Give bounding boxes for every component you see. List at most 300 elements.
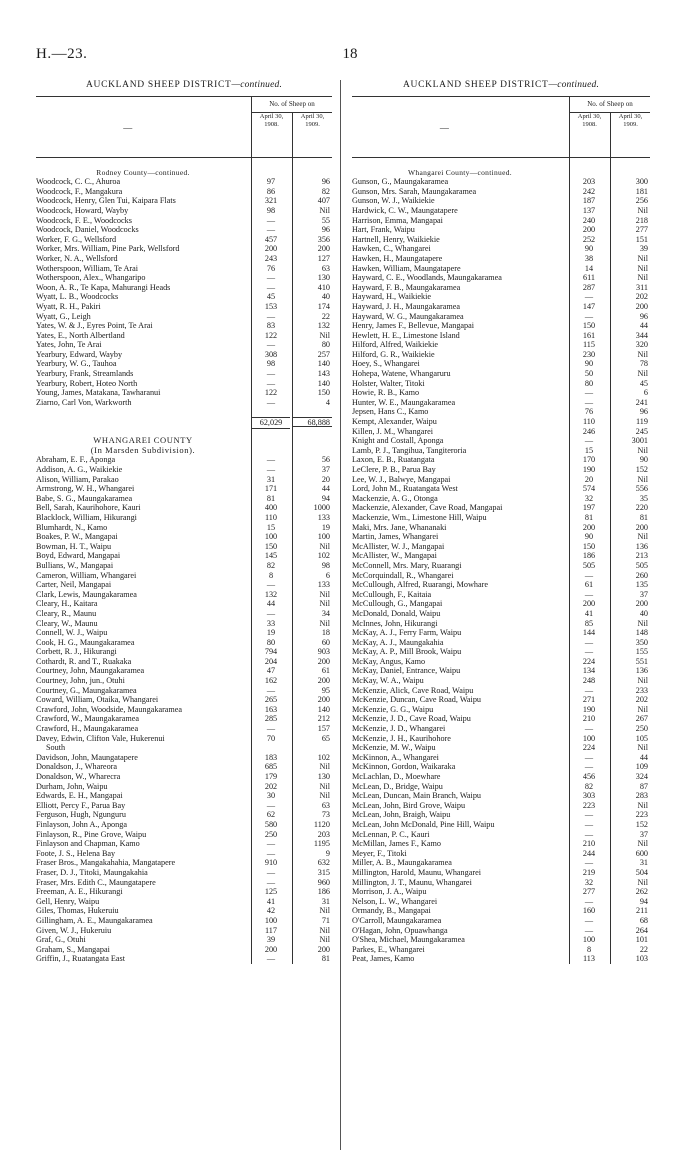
sheep-1909: 1000 [292,503,332,513]
sheep-1908: 308 [251,350,290,360]
table-row [36,350,332,360]
owner-name: Yearbury, W. G., Tauhoa [36,359,117,369]
table-row [36,676,332,686]
header-col-1909: April 30, 1909. [610,113,650,157]
sheep-1909: 63 [292,264,332,274]
owner-name: Griffin, J., Ruatangata East [36,954,125,964]
sheep-1909: Nil [292,935,332,945]
sheep-1909: Nil [610,743,650,753]
sheep-1909: 6 [610,388,650,398]
sheep-1909: 277 [610,225,650,235]
sheep-1908: — [569,388,608,398]
owner-name: Cleary, W., Maunu [36,618,98,628]
sheep-1908: — [569,810,608,820]
sheep-1908: 47 [251,666,290,676]
sheep-1908: 45 [251,292,290,302]
table-row [36,542,332,552]
sheep-1909: 260 [610,571,650,581]
table-row [352,264,650,274]
sheep-1909: 148 [610,628,650,638]
sheep-1909: 556 [610,484,650,494]
table-row [36,513,332,523]
owner-name: Finlayson and Chapman, Kamo [36,839,140,849]
owner-name: Killen, J. M., Whangarei [352,426,434,436]
table-row [36,523,332,533]
owner-name: McLean, Duncan, Main Branch, Waipu [352,791,482,801]
table-row [36,762,332,772]
sheep-1909: 4 [292,398,332,408]
table-row [36,398,332,408]
sheep-1908: 250 [251,830,290,840]
sheep-1909: 60 [292,638,332,648]
sheep-1909: 31 [610,858,650,868]
sheep-1909: Nil [292,926,332,936]
sheep-1908: 321 [251,196,290,206]
sheep-1908: — [569,638,608,648]
table-row [352,244,650,254]
sheep-1909: 81 [292,954,332,964]
table-row [352,177,650,187]
sheep-1908: — [569,830,608,840]
owner-name: Donaldson, W., Wharecra [36,772,121,781]
table-row [36,283,332,293]
sheep-1908: 161 [569,331,608,341]
table-row [352,695,650,705]
table-row [352,523,650,533]
sheep-1908: 685 [251,762,290,772]
sheep-1908: — [251,609,290,619]
sheep-1908: 85 [569,619,608,629]
sheep-1909: 1120 [292,820,332,830]
sheep-1909: 94 [610,897,650,907]
table-row [36,945,332,955]
sheep-1909: 344 [610,331,650,341]
table-row [352,359,650,369]
sheep-1908: 171 [251,484,290,494]
owner-name: Elliott, Percy F., Parua Bay [36,800,126,810]
sheep-1908: 117 [251,926,290,936]
sheep-1908: 457 [251,235,290,245]
sheep-1908: 160 [569,906,608,916]
right-table-header [352,96,650,158]
sheep-1909: Nil [610,801,650,811]
table-row [36,753,332,763]
sheep-1909: 505 [610,561,650,571]
sheep-1909: 960 [292,878,332,888]
owner-name: Addison, A. G., Waikiekie [36,465,123,474]
table-row [352,398,650,408]
table-row [36,849,332,859]
sheep-1909: Nil [292,906,332,916]
sheep-1909: Nil [292,331,332,341]
sheep-1909: 213 [610,551,650,561]
sheep-1908: 224 [569,743,608,753]
sheep-1908: — [569,436,608,446]
sheep-1909: 96 [292,177,332,187]
owner-name: Crawford, John, Woodside, Maungakaramea [36,704,183,714]
table-row [352,542,650,552]
table-row [352,427,650,437]
sheep-1908: 98 [251,359,290,369]
sheep-1909: 504 [610,868,650,878]
sheep-1909: 119 [610,417,650,427]
owner-name: O'Hagan, John, Opuawhanga [352,925,448,935]
sheep-1909: 220 [610,503,650,513]
owner-name: Woodcock, Daniel, Woodcocks [36,225,139,235]
table-row [352,369,650,379]
table-row [36,858,332,868]
header-blank: — [123,123,133,133]
owner-name: McKay, Daniel, Entrance, Waipu [352,666,461,676]
table-row [36,628,332,638]
sheep-1908: 242 [569,187,608,197]
owner-name: Fraser, Mrs. Edith C., Maungatapere [36,877,156,887]
owner-name: Cameron, William, Whangarei [36,570,137,580]
sheep-1908: 186 [569,551,608,561]
owner-name: Hayward, W. G., Maungakaramea [352,311,464,321]
owner-name: Bell, Sarah, Kaurihohore, Kauri [36,503,141,513]
sheep-1909: 37 [292,465,332,475]
sheep-1909: 40 [610,609,650,619]
sheep-1908: 39 [251,935,290,945]
sheep-1909: 152 [610,820,650,830]
sheep-1908: 61 [569,580,608,590]
owner-name: Fraser Bros., Mangakahahia, Mangatapere [36,858,176,868]
sheep-1908: 271 [569,695,608,705]
table-row [352,628,650,638]
left-rows [36,158,332,964]
table-row [352,475,650,485]
sheep-1909: 140 [292,379,332,389]
sheep-1908: 203 [569,177,608,187]
table-row [352,753,650,763]
sheep-1909: 6 [292,571,332,581]
table-row [352,388,650,398]
sheep-1908: 224 [569,657,608,667]
sheep-1909: 101 [610,935,650,945]
sheep-1908: 42 [251,906,290,916]
sheep-1908: 147 [569,302,608,312]
sheep-1909: 600 [610,849,650,859]
total-1909: 68,888 [292,417,332,427]
owner-name: Crawford, W., Maungakaramea [36,714,139,724]
owner-name: Martin, James, Whangarei [352,532,439,542]
table-row [36,302,332,312]
sheep-1908: 41 [251,897,290,907]
sheep-1909: 174 [292,302,332,312]
sheep-1909: 3001 [610,436,650,446]
sheep-1909: 356 [292,235,332,245]
table-row [352,868,650,878]
sheep-1909: 103 [610,954,650,964]
owner-name: McCullough, G., Mangapai [352,599,443,609]
owner-name: Morrison, J. A., Waipu [352,887,427,897]
sheep-1908: — [251,465,290,475]
sheep-1909: Nil [610,350,650,360]
table-row [36,580,332,590]
sheep-1909: 34 [292,609,332,619]
sheep-1909: 63 [292,801,332,811]
sheep-1909: Nil [292,599,332,609]
sheep-1909: 87 [610,782,650,792]
sheep-1908: — [569,398,608,408]
county-heading-text: WHANGAREI COUNTY [93,436,193,446]
table-row [352,887,650,897]
sheep-1908: — [251,878,290,888]
sheep-1908: 44 [251,599,290,609]
sheep-1909: 223 [610,810,650,820]
owner-name: Hayward, J. H., Maungakaramea [352,301,460,311]
sheep-1908: 97 [251,177,290,187]
table-row [352,801,650,811]
sheep-1909: 37 [610,590,650,600]
table-row [36,916,332,926]
table-row [36,475,332,485]
owner-name: Woodcock, F. E., Woodcocks [36,215,132,225]
table-row [36,503,332,513]
owner-name: Gillingham, A. E., Maungakaramea [36,915,153,925]
table-row [352,292,650,302]
table-row [36,369,332,379]
table-row [36,590,332,600]
owner-name: McLean, John, Braigh, Waipu [352,810,451,820]
owner-name: Gunson, G., Maungakaramea [352,177,449,187]
table-row [352,897,650,907]
sheep-1909: 44 [610,321,650,331]
sheep-1909: 22 [610,945,650,955]
sheep-1909: 135 [610,580,650,590]
owner-name: Wotherspoon, Alex., Whangaripo [36,273,146,283]
sheep-1909: 241 [610,398,650,408]
owner-name: Wyatt, G., Leigh [36,311,91,321]
table-row [36,216,332,226]
header-col-1908: April 30, 1908. [259,113,284,128]
sheep-1908: — [569,647,608,657]
sheep-1908: — [251,283,290,293]
sheep-1908: 32 [569,878,608,888]
owner-name: Finlayson, R., Pine Grove, Waipu [36,829,147,839]
table-row [352,532,650,542]
sheep-1908: 200 [569,225,608,235]
sheep-1909: 61 [292,666,332,676]
sheep-1909: 56 [292,455,332,465]
sheep-1908: 200 [251,244,290,254]
sheep-1909: 143 [292,369,332,379]
table-row [352,782,650,792]
table-row [36,244,332,254]
report-code: H.—23. [36,46,88,62]
sheep-1908: — [251,839,290,849]
sheep-1909: 200 [610,302,650,312]
sheep-1908: 170 [569,455,608,465]
sheep-1908: 8 [569,945,608,955]
sheep-1909: Nil [610,705,650,715]
owner-name: Durham, John, Waipu [36,781,108,791]
sheep-1908: 134 [569,666,608,676]
sheep-1909: 264 [610,926,650,936]
owner-name: Babe, S. G., Maungakaramea [36,493,133,503]
table-row [352,926,650,936]
owner-name: Fraser, D. J., Titoki, Maungakahia [36,867,148,877]
header-blank: — [439,123,449,133]
sheep-1908: — [251,801,290,811]
owner-name: Worker, N. A., Wellsford [36,253,118,263]
owner-name: Meyer, F., Titoki [352,848,407,858]
sheep-1909: Nil [292,791,332,801]
sheep-1908: 100 [251,532,290,542]
sheep-1908: — [569,858,608,868]
sheep-1908: 190 [569,465,608,475]
sheep-1908: — [251,340,290,350]
sheep-1909: 9 [292,849,332,859]
sheep-1908: 223 [569,801,608,811]
owner-name: Holster, Walter, Titoki [352,378,425,388]
sheep-1908: 132 [251,590,290,600]
sheep-1909: Nil [292,206,332,216]
sheep-1909: 140 [292,705,332,715]
sheep-1908: 240 [569,216,608,226]
sheep-1909: 256 [610,196,650,206]
sheep-1908: 200 [251,945,290,955]
sheep-1909: 203 [292,830,332,840]
sheep-1909: 130 [292,273,332,283]
owner-name: McKenzie, M. W., Waipu [352,743,436,753]
owner-name: Connell, W. J., Waipu [36,628,108,638]
table-row [352,206,650,216]
table-row [352,686,650,696]
owner-name: McCullough, Alfred, Ruarangi, Mowhare [352,580,488,590]
owner-name: Woon, A. R., Te Kapa, Mahurangi Heads [36,282,171,292]
owner-name: McKay, A. J., Maungakahia [352,637,444,647]
sheep-1908: 113 [569,954,608,964]
table-row [352,235,650,245]
table-row [352,561,650,571]
sheep-1909: 262 [610,887,650,897]
sheep-1909: 96 [292,225,332,235]
sheep-1909: 200 [292,695,332,705]
sheep-1908: 456 [569,772,608,782]
right-column [352,78,650,964]
owner-name: Graf, G., Otuhi [36,935,86,945]
table-row [36,177,332,187]
sheep-1909: 133 [292,580,332,590]
sheep-1908: 400 [251,503,290,513]
sheep-1909: 65 [292,734,332,744]
sheep-1909: 202 [610,695,650,705]
table-row [352,676,650,686]
table-row [352,830,650,840]
owner-name: McAllister, W. J., Mangapai [352,541,445,551]
table-row [36,455,332,465]
owner-name: Boyd, Edward, Mangapai [36,551,121,561]
table-row [352,878,650,888]
sheep-1909: 35 [610,494,650,504]
table-row [36,187,332,197]
owner-name: Davidson, John, Maungatapere [36,752,138,762]
sheep-1908: — [251,379,290,389]
sheep-1908: 70 [251,734,290,744]
sheep-1908: — [569,897,608,907]
table-row [352,503,650,513]
table-row [352,839,650,849]
owner-name: Gell, Henry, Waipu [36,896,100,906]
owner-name: O'Shea, Michael, Maungakaramea [352,935,465,945]
sheep-1909: 152 [610,465,650,475]
sheep-1909: 55 [292,216,332,226]
sheep-1908: 98 [251,206,290,216]
sheep-1908: — [569,686,608,696]
sheep-1909: 78 [610,359,650,369]
owner-name: Abraham, E. F., Aponga [36,455,116,465]
sheep-1909: 407 [292,196,332,206]
county-total-row [36,417,332,427]
table-row-continuation [36,743,332,753]
table-row [36,801,332,811]
table-row [36,494,332,504]
sheep-1908: 200 [569,523,608,533]
sheep-1908: 794 [251,647,290,657]
sheep-1908: 8 [251,571,290,581]
table-row [352,590,650,600]
sheep-1909: 136 [610,666,650,676]
owner-name: Knight and Costall, Aponga [352,436,444,446]
sheep-1908: 187 [569,196,608,206]
sheep-1909: 95 [292,686,332,696]
table-row [352,647,650,657]
owner-name: Millington, J. T., Maunu, Whangarei [352,877,472,887]
table-row [36,379,332,389]
table-row [352,772,650,782]
sheep-1909: 20 [292,475,332,485]
owner-name: Hilford, Alfred, Waikiekie [352,340,439,350]
table-row [352,225,650,235]
owner-name: Yates, E., North Albertland [36,330,125,340]
sheep-1908: 125 [251,887,290,897]
table-row [352,599,650,609]
owner-name: McLachlan, D., Moewhare [352,772,441,781]
sheep-1908: 14 [569,264,608,274]
sheep-1908: 144 [569,628,608,638]
owner-name: McCorquindall, R., Whangarei [352,570,454,580]
table-row [36,254,332,264]
sheep-1909: 19 [292,523,332,533]
sheep-1908: 62 [251,810,290,820]
sheep-1909: 218 [610,216,650,226]
sheep-1909: 45 [610,379,650,389]
sheep-1908: 505 [569,561,608,571]
sheep-1909: 410 [292,283,332,293]
sheep-1909: 200 [610,599,650,609]
sheep-1909: Nil [610,878,650,888]
sheep-1908: 76 [251,264,290,274]
page-number: 18 [342,46,358,62]
sheep-1908: 32 [569,494,608,504]
county-heading [36,446,332,456]
table-row [352,945,650,955]
table-row [36,772,332,782]
owner-name: McLean, John McDonald, Pine Hill, Waipu [352,819,495,829]
sheep-1909: 132 [292,321,332,331]
table-row [36,638,332,648]
sheep-1908: 100 [569,935,608,945]
sheep-1908: 110 [569,417,608,427]
table-row [352,350,650,360]
owner-name: Hawken, C., Whangarei [352,244,431,254]
sheep-1908: 76 [569,407,608,417]
table-row [36,359,332,369]
owner-name: Yates, John, Te Arai [36,340,102,350]
owner-name: Giles, Thomas, Hukeruiu [36,906,119,916]
